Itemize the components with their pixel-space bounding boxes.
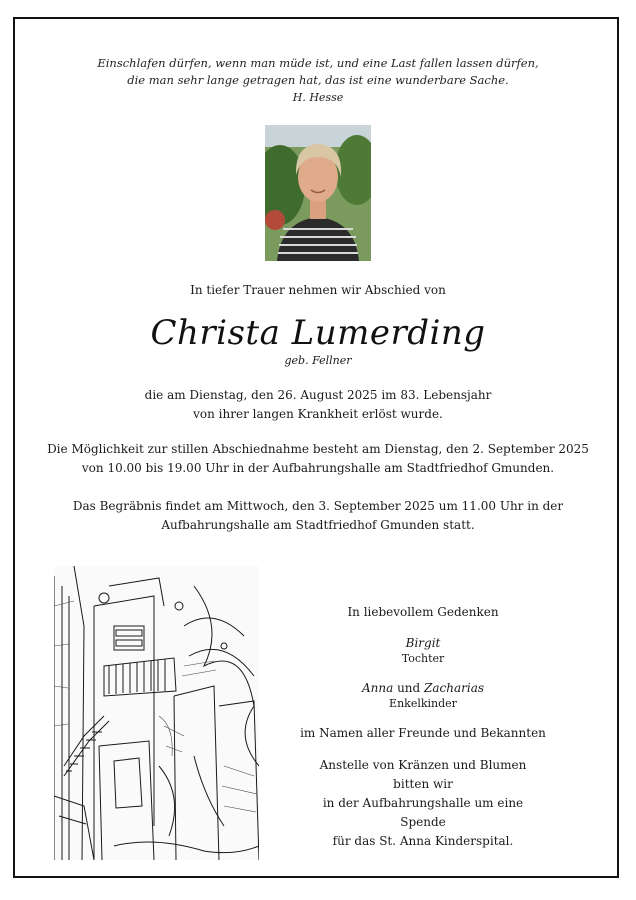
quote-line-2: die man sehr lange getragen hat, das ist eine wunderbare Sache. [127,73,509,87]
burial-notice [0,497,636,535]
quote-block [0,55,636,106]
grandchild-name-1: Anna [361,681,394,695]
portrait-photo [265,125,371,261]
friends-line: im Namen aller Freunde und Bekannten [300,726,546,740]
mourners-heading: In liebevollem Gedenken [347,605,499,619]
death-line-2: von ihrer langen Krankheit erlöst wurde. [193,407,443,421]
daughter-relation: Tochter [401,652,445,665]
farewell-line-1: Die Möglichkeit zur stillen Abschiednahme besteht am Dienstag, den 2. September 2025 [47,442,589,456]
quote-line-1: Einschlafen dürfen, wenn man müde ist, und eine Last fallen lassen dürfen, [97,56,539,70]
farewell-notice [0,440,636,478]
quote-author: H. Hesse [292,91,344,104]
death-notice [0,386,636,424]
street-sketch-drawing [54,566,259,860]
grandchild-name-2: Zacharias [424,681,485,695]
grandchildren-names [300,680,546,696]
burial-line-2: Aufbahrungshalle am Stadtfriedhof Gmunden statt. [161,518,475,532]
donation-line-3: für das St. Anna Kinderspital. [332,834,514,848]
daughter-name: Birgit [405,636,441,650]
donation-line-2: in der Aufbahrungshalle um eine Spende [322,796,524,829]
farewell-line-2: von 10.00 bis 19.00 Uhr in der Aufbahrungshalle am Stadtfriedhof Gmunden. [81,461,555,475]
death-line-1: die am Dienstag, den 26. August 2025 im 83. Lebensjahr [144,388,492,402]
donation-request [300,756,546,851]
deceased-name: Christa Lumerding [150,313,486,353]
donation-line-1: Anstelle von Kränzen und Blumen bitten wir [319,758,527,791]
daughter-entry [300,635,546,667]
maiden-name: geb. Fellner [284,354,352,367]
burial-line-1: Das Begräbnis findet am Mittwoch, den 3. September 2025 um 11.00 Uhr in der [72,499,564,513]
grandchildren-and: und [397,681,421,695]
intro-text: In tiefer Trauer nehmen wir Abschied von [190,283,446,297]
grandchildren-relation: Enkelkinder [389,697,457,710]
grandchildren-entry [300,680,546,712]
